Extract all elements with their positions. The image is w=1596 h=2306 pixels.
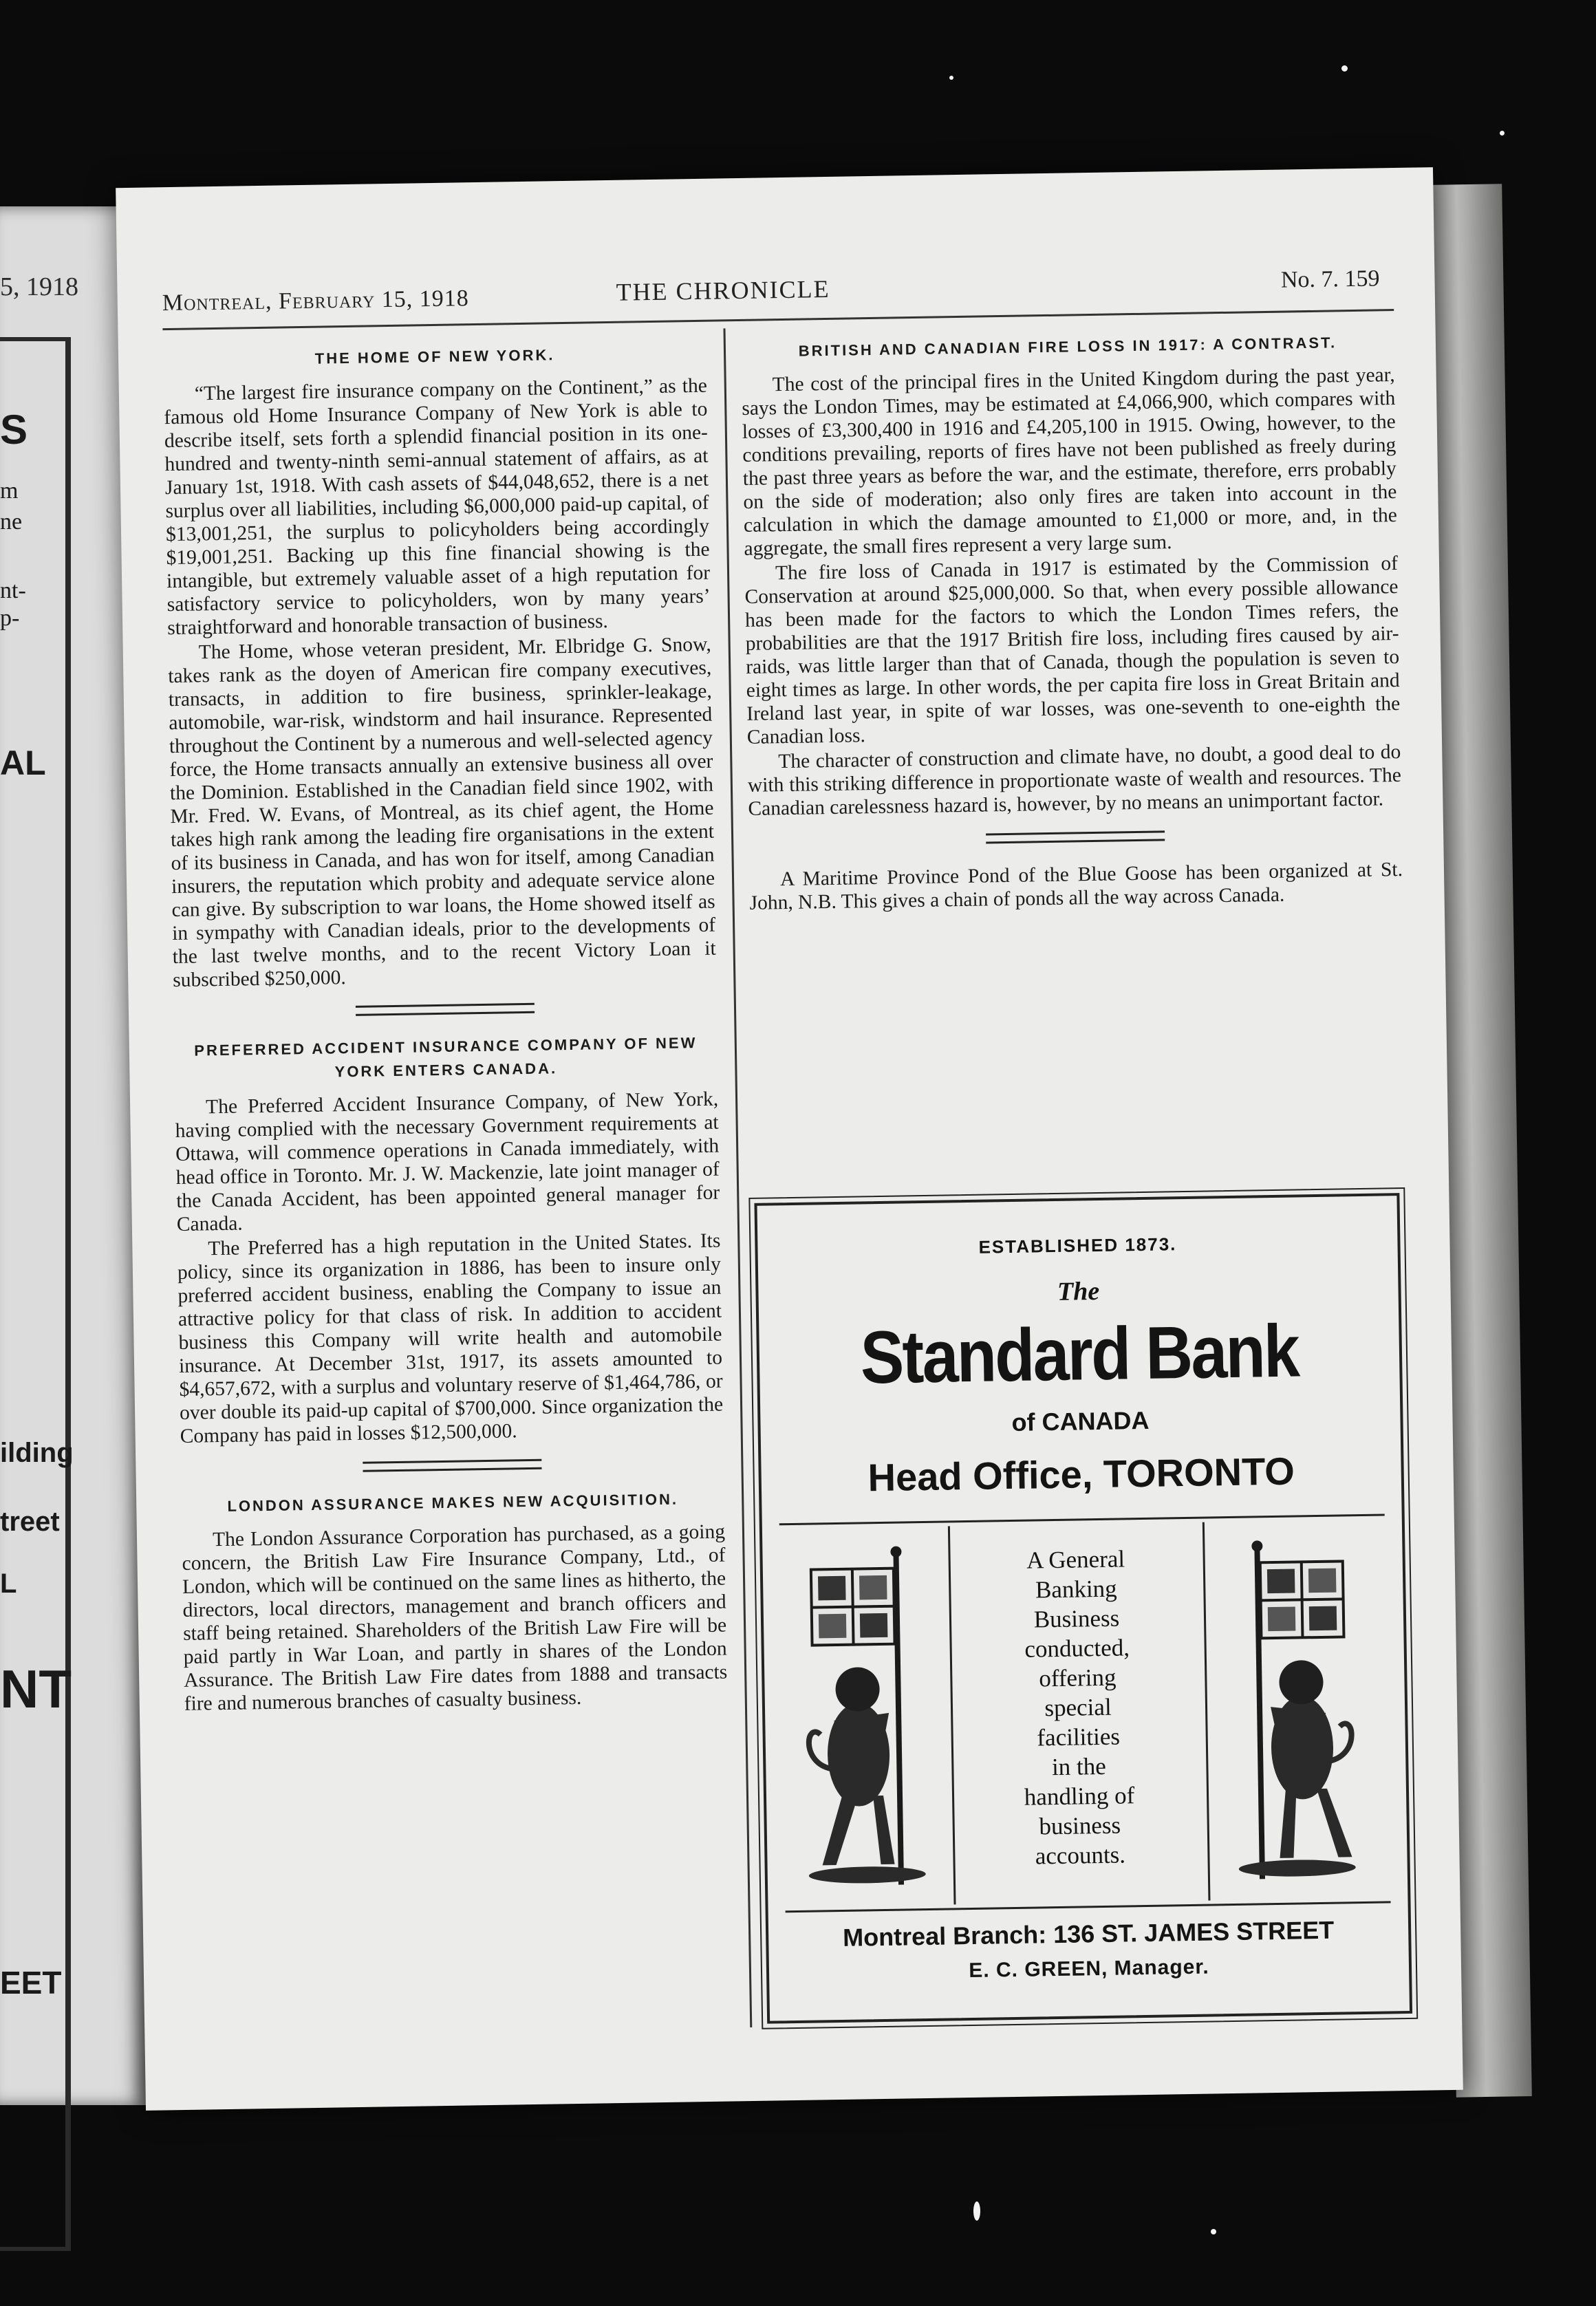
ad-the: The [1057,1276,1100,1306]
article [749,858,1403,915]
article-title: THE HOME OF NEW YORK. [314,346,555,367]
article-paragraph: The fire loss of Canada in 1917 is estimated by the Commission of Conservation at around $25,000,000. So that, when every possible allowance has been made for the factors to which the London Times refers, the probabilities are that the 1917 British fire loss, including fires caused by air-raids, was little larger than that of Canada, though the population is seven to eight times as large. In other words, the per capita fire loss in Great Britain and Ireland last year, in spite of war losses, was one-seventh to one-eighth the Canadian loss. [744,552,1401,748]
standard-bank-advertisement [754,1193,1412,2024]
ad-services-line: accounts. [1035,1841,1126,1870]
prev-fragment: ilding [0,1438,74,1468]
ad-services-line: conducted, [1024,1634,1130,1663]
article-paragraph: The London Assurance Corporation has purchased, as a going concern, the British Law Fire Insurance Company, Ltd., of London, which will be continued on the same lines as hitherto, the directors, local directors, management and branch officers and staff being retained. Shareholders of the British Law Fire will be paid partly in War Loan, and partly in shares of the London Assurance. The British Law Fire dates from 1888 and transacts fire and numerous branches of casualty business. [182,1520,728,1715]
prev-fragment: EET [0,1965,62,2001]
ad-services-line: facilities [1037,1723,1121,1752]
article-title: BRITISH AND CANADIAN FIRE LOSS IN 1917: A CONTRAST. [798,334,1337,360]
section-separator [356,1003,535,1016]
prev-fragment: treet [0,1507,60,1537]
prev-fragment: m [0,478,19,504]
right-column [741,325,1403,916]
ad-services-line: special [1044,1693,1112,1722]
ad-services-line: Business [1033,1604,1120,1633]
ad-head-office: Head Office, TORONTO [867,1449,1295,1500]
header-issue-page: No. 7. 159 [1280,266,1380,293]
dust-speck [973,2201,980,2221]
prev-fragment: AL [0,744,46,782]
ad-rule [779,1513,1385,1525]
dust-speck [1500,131,1505,136]
article-title: LONDON ASSURANCE MAKES NEW ACQUISITION. [227,1490,679,1515]
prev-fragment: NT [0,1659,72,1719]
ad-services-line: handling of [1024,1782,1135,1811]
ad-rule [786,1901,1391,1912]
ad-divider [948,1526,956,1904]
prev-fragment: ne [0,509,23,535]
article-paragraph: The Preferred has a high reputation in the United States. Its policy, since its organization in 1886, has been to insure only preferred accident business, enabling the Company to issue an attractive policy for that class of risk. In addition to accident business this Company will write health and automobile insurance. At December 31st, 1917, its assets amounted to $4,657,672, with a surplus and voluntary reserve of $1,464,786, or over double its paid-up capital of $700,000. Since organization the Company has paid in losses $12,500,000. [177,1229,724,1447]
ad-bank-name: Standard Bank [859,1308,1300,1399]
ad-manager: E. C. GREEN, Manager. [969,1955,1209,1983]
ad-services-text [962,1543,1194,1872]
article [741,330,1402,821]
dust-speck [949,76,953,80]
ad-branch-address: Montreal Branch: 136 ST. JAMES STREET [842,1915,1335,1952]
article [181,1487,728,1716]
article [163,341,717,992]
header-dateline: Montreal, February 15, 1918 [162,285,470,316]
ad-services-line: business [1039,1811,1121,1840]
dust-speck [1211,2229,1216,2234]
newspaper-page [116,167,1463,2111]
ad-services-line: offering [1039,1663,1117,1692]
ad-divider [1203,1522,1211,1901]
ad-of-country: of CANADA [1011,1405,1150,1436]
ad-services-line: in the [1051,1752,1107,1781]
article-paragraph: The character of construction and climate have, no doubt, a good deal to do with this striking difference in proportionate waste of wealth and resources. The Canadian carelessness hazard is, however, by no means an unimportant factor. [747,740,1402,820]
dust-speck [1341,65,1348,72]
section-separator [363,1459,541,1472]
prev-fragment: S [0,407,28,453]
ad-established: ESTABLISHED 1873. [978,1233,1177,1258]
article-paragraph: “The largest fire insurance company on the Continent,” as the famous old Home Insurance Company of New York is able to describe itself, sets forth a splendid financial position in its one-hundred and twenty-ninth semi-annual statement of affairs, as at January 1st, 1918. With cash assets of $44,048,652, there is a net surplus over all liabilities, including $6,000,000 paid-up capital, of $13,001,251, the surplus to policyholders being accordingly $19,001,251. Backing up this fine financial showing is the intangible, but extremely valuable asset of a high reputation for satisfactory service to policyholders, won by many years’ straightforward and honorable transaction of business. [164,374,711,640]
article-paragraph: A Maritime Province Pond of the Blue Goose has been organized at St. John, N.B. This gives a chain of ponds all the way across Canada. [749,858,1403,914]
ad-services-line: A General [1026,1545,1125,1574]
article-paragraph: The cost of the principal fires in the United Kingdom during the past year, says the London Times, may be estimated at £4,066,900, which compares with losses of £3,300,400 in 1916 and £4,205,100 in 1915. Owing, however, to the conditions prevailing, reports of fires have not been published as freely during the past three years as before the war, and the estimate, therefore, errs probably on the side of moderation; also only fires are taken into account in the calculation in which the damage amounted to £1,000 or more, and, in the aggregate, the small fires represent a very large sum. [742,364,1398,560]
header-masthead: THE CHRONICLE [616,274,830,306]
page-header [162,266,1394,325]
prev-fragment: p- [0,605,20,631]
article-title: PREFERRED ACCIDENT INSURANCE COMPANY OF NEW YORK ENTERS CANADA. [194,1034,698,1081]
article-paragraph: The Home, whose veteran president, Mr. Elbridge G. Snow, takes rank as the doyen of American fire company executives, transacts, in addition to fire business, sprinkler-leakage, automobile, war-risk, windstorm and hail insurance. Represented throughout the Continent by a numerous and well-selected agency force, the Home transacts annually an extensive business all over the Dominion. Established in the Canadian field since 1902, with Mr. Fred. W. Evans, of Montreal, as its chief agent, the Home takes high rank among the leading fire organisations in the extent of its business in Canada, and has won for itself, among Canadian insurers, the reputation which probity and adequate service alone can give. By subscription to war loans, the Home showed itself as in sympathy with Canadian ideals, prior to the developments of the last twelve months, and to the recent Victory Loan it subscribed $250,000. [168,633,716,992]
article-paragraph: The Preferred Accident Insurance Company, of New York, having complied with the necessary Government requirements at Ottawa, will commence operations in Canada immediately, with head office in Toronto. Mr. J. W. Mackenzie, late joint manager of the Canada Accident, has been appointed general manager for Canada. [175,1088,720,1236]
lion-flag-emblem-icon [1220,1533,1370,1893]
ad-services-line: Banking [1035,1575,1117,1604]
section-separator [986,830,1165,843]
lion-flag-emblem-icon [790,1540,940,1900]
prev-fragment: nt- [0,578,26,603]
prev-fragment: L [0,1569,17,1599]
previous-page-date: 5, 1918 [0,272,78,301]
left-column [163,336,728,1717]
article [174,1031,724,1448]
